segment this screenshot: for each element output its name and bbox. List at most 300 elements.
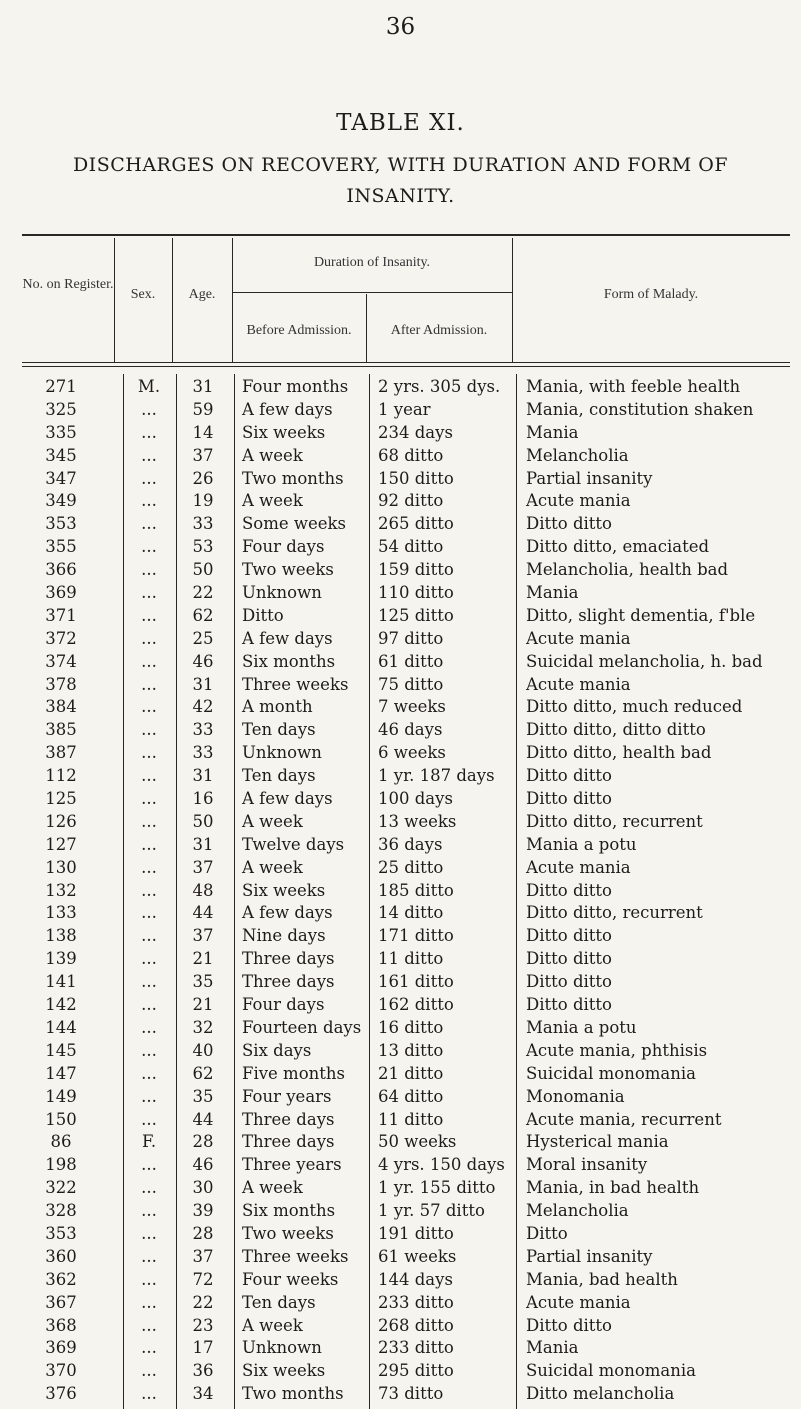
cell-register-no: 144: [45, 1017, 77, 1037]
cell-after-admission: 233 ditto: [378, 1338, 454, 1358]
cell-after-admission: 185 ditto: [378, 880, 454, 900]
cell-sex: ...: [141, 674, 157, 694]
cell-age: 26: [192, 468, 214, 488]
table-row: [22, 1383, 790, 1406]
cell-register-no: 141: [45, 972, 77, 992]
table-row: [22, 1109, 790, 1132]
cell-age: 16: [192, 789, 214, 809]
cell-after-admission: 234 days: [378, 422, 453, 442]
table-title: TABLE XI.: [336, 110, 465, 136]
cell-sex: ...: [141, 1269, 157, 1289]
cell-form-of-malady: Acute mania: [526, 1292, 631, 1312]
cell-sex: F.: [141, 1132, 157, 1152]
cell-before-admission: A week: [242, 445, 303, 465]
cell-age: 40: [192, 1040, 214, 1060]
cell-before-admission: Four days: [242, 537, 325, 557]
cell-age: 31: [192, 834, 214, 854]
cell-before-admission: Two months: [242, 468, 344, 488]
cell-age: 37: [192, 1246, 214, 1266]
cell-after-admission: 73 ditto: [378, 1384, 444, 1404]
header-before-admission: Before Admission.: [246, 323, 352, 338]
cell-register-no: 360: [45, 1246, 77, 1266]
cell-after-admission: 46 days: [378, 720, 443, 740]
cell-before-admission: Six days: [242, 1040, 312, 1060]
cell-before-admission: Five months: [242, 1063, 345, 1083]
cell-age: 62: [192, 605, 214, 625]
cell-before-admission: Four months: [242, 377, 349, 396]
cell-age: 39: [192, 1201, 214, 1221]
cell-before-admission: Nine days: [242, 926, 326, 946]
cell-age: 21: [192, 949, 214, 969]
cell-before-admission: Six weeks: [242, 880, 326, 900]
cell-after-admission: 1 yr. 57 ditto: [378, 1201, 485, 1221]
cell-after-admission: 61 weeks: [378, 1246, 457, 1266]
cell-after-admission: 25 ditto: [378, 857, 444, 877]
cell-sex: ...: [141, 422, 157, 442]
cell-before-admission: Four years: [242, 1086, 332, 1106]
cell-form-of-malady: Ditto ditto, emaciated: [526, 537, 710, 557]
cell-register-no: 376: [45, 1384, 77, 1404]
table-row: [22, 811, 790, 834]
cell-sex: ...: [141, 972, 157, 992]
table-row: [22, 696, 790, 719]
cell-form-of-malady: Melancholia, health bad: [526, 560, 729, 580]
cell-after-admission: 97 ditto: [378, 628, 444, 648]
table-row: [22, 742, 790, 765]
header-age: Age.: [188, 287, 216, 302]
cell-register-no: 127: [45, 834, 77, 854]
cell-sex: ...: [141, 834, 157, 854]
cell-age: 19: [192, 491, 214, 511]
cell-after-admission: 13 weeks: [378, 811, 457, 831]
cell-register-no: 142: [45, 995, 77, 1015]
cell-before-admission: Three days: [242, 1132, 335, 1152]
cell-age: 72: [192, 1269, 214, 1289]
cell-form-of-malady: Mania, constitution shaken: [526, 399, 754, 419]
cell-age: 50: [192, 560, 214, 580]
cell-after-admission: 75 ditto: [378, 674, 444, 694]
cell-register-no: 139: [45, 949, 77, 969]
cell-form-of-malady: Ditto ditto: [526, 514, 612, 534]
cell-before-admission: Three days: [242, 1109, 335, 1129]
cell-form-of-malady: Ditto ditto, much reduced: [526, 697, 743, 717]
cell-form-of-malady: Suicidal melancholia, h. bad: [526, 651, 763, 671]
cell-before-admission: Fourteen days: [242, 1017, 362, 1037]
cell-before-admission: Three weeks: [242, 674, 349, 694]
cell-age: 50: [192, 811, 214, 831]
cell-age: 30: [192, 1178, 214, 1198]
table-row: [22, 719, 790, 742]
cell-before-admission: Six months: [242, 1201, 336, 1221]
cell-form-of-malady: Partial insanity: [526, 1246, 653, 1266]
cell-after-admission: 7 weeks: [378, 697, 446, 717]
cell-after-admission: 68 ditto: [378, 445, 444, 465]
table-row: [22, 1131, 790, 1154]
cell-register-no: 369: [45, 583, 77, 603]
cell-before-admission: Unknown: [242, 583, 322, 603]
cell-after-admission: 1 yr. 187 days: [378, 766, 495, 786]
cell-before-admission: Six weeks: [242, 1361, 326, 1381]
table-row: [22, 605, 790, 628]
cell-sex: ...: [141, 1223, 157, 1243]
cell-register-no: 355: [45, 537, 77, 557]
cell-register-no: 138: [45, 926, 77, 946]
cell-register-no: 353: [45, 1223, 77, 1243]
cell-age: 23: [192, 1315, 214, 1335]
cell-sex: ...: [141, 926, 157, 946]
cell-after-admission: 1 year: [378, 399, 431, 419]
cell-form-of-malady: Acute mania: [526, 674, 631, 694]
cell-form-of-malady: Mania, in bad health: [526, 1178, 700, 1198]
cell-register-no: 378: [45, 674, 77, 694]
cell-form-of-malady: Acute mania, phthisis: [526, 1040, 708, 1060]
table-row: [22, 788, 790, 811]
cell-form-of-malady: Ditto, slight dementia, f'ble: [526, 605, 756, 625]
cell-sex: ...: [141, 605, 157, 625]
cell-age: 28: [192, 1132, 214, 1152]
cell-age: 25: [192, 628, 214, 648]
table-row: [22, 1063, 790, 1086]
cell-form-of-malady: Mania: [526, 583, 579, 603]
cell-sex: ...: [141, 1086, 157, 1106]
cell-form-of-malady: Ditto ditto: [526, 1315, 612, 1335]
cell-age: 22: [192, 1292, 214, 1312]
cell-form-of-malady: Suicidal monomania: [526, 1063, 697, 1083]
cell-form-of-malady: Ditto ditto: [526, 972, 612, 992]
cell-before-admission: A week: [242, 491, 303, 511]
cell-register-no: 126: [45, 811, 77, 831]
cell-after-admission: 61 ditto: [378, 651, 444, 671]
cell-age: 48: [192, 880, 214, 900]
table-row: [22, 1315, 790, 1338]
table-row: [22, 948, 790, 971]
cell-after-admission: 6 weeks: [378, 743, 446, 763]
cell-before-admission: Two months: [242, 1384, 344, 1404]
cell-sex: ...: [141, 1063, 157, 1083]
header-register: No. on Register.: [22, 277, 114, 292]
cell-age: 37: [192, 857, 214, 877]
cell-form-of-malady: Monomania: [526, 1086, 625, 1106]
cell-sex: ...: [141, 697, 157, 717]
cell-age: 44: [192, 903, 214, 923]
table-row: [22, 902, 790, 925]
cell-register-no: 369: [45, 1338, 77, 1358]
cell-after-admission: 265 ditto: [378, 514, 454, 534]
cell-sex: ...: [141, 1040, 157, 1060]
cell-register-no: 349: [45, 491, 77, 511]
cell-form-of-malady: Ditto ditto: [526, 766, 612, 786]
table-row: [22, 1223, 790, 1246]
cell-register-no: 132: [45, 880, 77, 900]
cell-form-of-malady: Acute mania, recurrent: [526, 1109, 722, 1129]
cell-form-of-malady: Partial insanity: [526, 468, 653, 488]
cell-form-of-malady: Ditto ditto: [526, 880, 612, 900]
cell-form-of-malady: Mania a potu: [526, 834, 637, 854]
table-row: [22, 765, 790, 788]
cell-form-of-malady: Ditto ditto: [526, 949, 612, 969]
cell-before-admission: A month: [242, 697, 313, 717]
cell-register-no: 271: [45, 377, 77, 396]
cell-register-no: 149: [45, 1086, 77, 1106]
cell-form-of-malady: Mania: [526, 422, 579, 442]
cell-after-admission: 21 ditto: [378, 1063, 444, 1083]
cell-age: 37: [192, 926, 214, 946]
cell-form-of-malady: Mania: [526, 1338, 579, 1358]
table-subtitle: DISCHARGES ON RECOVERY, WITH DURATION AND FORM OF INSANITY.: [72, 154, 729, 207]
cell-before-admission: Ditto: [242, 605, 284, 625]
header-after-admission: After Admission.: [390, 323, 488, 338]
cell-sex: ...: [141, 1201, 157, 1221]
cell-age: 53: [192, 537, 214, 557]
cell-after-admission: 92 ditto: [378, 491, 444, 511]
cell-age: 62: [192, 1063, 214, 1083]
cell-register-no: 367: [45, 1292, 77, 1312]
cell-register-no: 371: [45, 605, 77, 625]
cell-form-of-malady: Acute mania: [526, 857, 631, 877]
cell-before-admission: A few days: [242, 628, 333, 648]
table-row: [22, 1337, 790, 1360]
cell-before-admission: A few days: [242, 789, 333, 809]
cell-before-admission: Some weeks: [242, 514, 347, 534]
cell-age: 31: [192, 674, 214, 694]
cell-register-no: 335: [45, 422, 77, 442]
cell-age: 28: [192, 1223, 214, 1243]
cell-sex: ...: [141, 514, 157, 534]
cell-register-no: 322: [45, 1178, 77, 1198]
cell-age: 17: [192, 1338, 214, 1358]
cell-before-admission: Ten days: [242, 766, 316, 786]
cell-after-admission: 162 ditto: [378, 995, 454, 1015]
header-double-rule: [22, 362, 790, 367]
cell-age: 44: [192, 1109, 214, 1129]
cell-register-no: 147: [45, 1063, 77, 1083]
cell-sex: ...: [141, 1017, 157, 1037]
cell-after-admission: 14 ditto: [378, 903, 444, 923]
cell-sex: ...: [141, 468, 157, 488]
cell-age: 33: [192, 743, 214, 763]
cell-after-admission: 13 ditto: [378, 1040, 444, 1060]
cell-form-of-malady: Ditto ditto: [526, 926, 612, 946]
cell-before-admission: Three days: [242, 949, 335, 969]
cell-form-of-malady: Ditto melancholia: [526, 1384, 675, 1404]
cell-before-admission: Two weeks: [242, 1223, 334, 1243]
cell-sex: ...: [141, 720, 157, 740]
cell-age: 22: [192, 583, 214, 603]
cell-sex: ...: [141, 491, 157, 511]
table-row: [22, 1154, 790, 1177]
cell-sex: ...: [141, 903, 157, 923]
cell-before-admission: Unknown: [242, 743, 322, 763]
cell-form-of-malady: Melancholia: [526, 445, 629, 465]
cell-before-admission: Ten days: [242, 720, 316, 740]
cell-form-of-malady: Suicidal monomania: [526, 1361, 697, 1381]
cell-sex: ...: [141, 1338, 157, 1358]
cell-sex: ...: [141, 1292, 157, 1312]
cell-form-of-malady: Ditto ditto: [526, 995, 612, 1015]
cell-register-no: 347: [45, 468, 77, 488]
cell-sex: ...: [141, 628, 157, 648]
cell-sex: ...: [141, 766, 157, 786]
table-row: [22, 857, 790, 880]
table-row: [22, 536, 790, 559]
table-row: [22, 376, 790, 399]
table-row: [22, 1246, 790, 1269]
cell-form-of-malady: Mania a potu: [526, 1017, 637, 1037]
cell-sex: ...: [141, 445, 157, 465]
table-top-rule: [22, 234, 790, 236]
cell-form-of-malady: Acute mania: [526, 628, 631, 648]
cell-age: 46: [192, 1155, 214, 1175]
cell-after-admission: 144 days: [378, 1269, 453, 1289]
cell-form-of-malady: Moral insanity: [526, 1155, 648, 1175]
cell-before-admission: A week: [242, 1178, 303, 1198]
cell-age: 35: [192, 972, 214, 992]
cell-after-admission: 171 ditto: [378, 926, 454, 946]
cell-after-admission: 64 ditto: [378, 1086, 444, 1106]
table-row: [22, 468, 790, 491]
cell-form-of-malady: Ditto ditto, recurrent: [526, 903, 703, 923]
cell-after-admission: 11 ditto: [378, 949, 444, 969]
cell-register-no: 387: [45, 743, 77, 763]
cell-sex: ...: [141, 560, 157, 580]
table-row: [22, 1292, 790, 1315]
cell-register-no: 368: [45, 1315, 77, 1335]
table-row: [22, 1017, 790, 1040]
cell-after-admission: 50 weeks: [378, 1132, 457, 1152]
cell-age: 36: [192, 1361, 214, 1381]
cell-register-no: 366: [45, 560, 77, 580]
cell-before-admission: Two weeks: [242, 560, 334, 580]
table-row: [22, 880, 790, 903]
cell-after-admission: 161 ditto: [378, 972, 454, 992]
cell-age: 59: [192, 399, 214, 419]
table-row: [22, 651, 790, 674]
cell-before-admission: A week: [242, 811, 303, 831]
cell-form-of-malady: Ditto ditto, health bad: [526, 743, 712, 763]
cell-after-admission: 36 days: [378, 834, 443, 854]
cell-form-of-malady: Hysterical mania: [526, 1132, 669, 1152]
cell-before-admission: Four weeks: [242, 1269, 339, 1289]
cell-after-admission: 233 ditto: [378, 1292, 454, 1312]
cell-before-admission: Three days: [242, 972, 335, 992]
cell-age: 21: [192, 995, 214, 1015]
cell-sex: ...: [141, 1178, 157, 1198]
table-row: [22, 1040, 790, 1063]
table-row: [22, 1086, 790, 1109]
cell-sex: ...: [141, 1384, 157, 1404]
cell-after-admission: 2 yrs. 305 dys.: [378, 377, 501, 396]
cell-before-admission: Three years: [242, 1155, 342, 1175]
cell-sex: ...: [141, 583, 157, 603]
cell-before-admission: Six weeks: [242, 422, 326, 442]
cell-register-no: 86: [50, 1132, 72, 1152]
cell-register-no: 345: [45, 445, 77, 465]
cell-sex: ...: [141, 1246, 157, 1266]
cell-before-admission: A week: [242, 1315, 303, 1335]
table-row: [22, 422, 790, 445]
table-row: [22, 1177, 790, 1200]
cell-before-admission: A few days: [242, 399, 333, 419]
cell-before-admission: Twelve days: [242, 834, 345, 854]
cell-age: 33: [192, 720, 214, 740]
table-row: [22, 399, 790, 422]
cell-before-admission: Six months: [242, 651, 336, 671]
cell-after-admission: 268 ditto: [378, 1315, 454, 1335]
cell-register-no: 353: [45, 514, 77, 534]
table-row: [22, 994, 790, 1017]
duration-sub-rule: [232, 292, 512, 293]
cell-register-no: 125: [45, 789, 77, 809]
cell-register-no: 198: [45, 1155, 77, 1175]
cell-register-no: 130: [45, 857, 77, 877]
cell-sex: ...: [141, 1155, 157, 1175]
cell-form-of-malady: Ditto ditto, ditto ditto: [526, 720, 706, 740]
cell-after-admission: 100 days: [378, 789, 453, 809]
table-row: [22, 628, 790, 651]
cell-form-of-malady: Mania, bad health: [526, 1269, 678, 1289]
table-row: [22, 1200, 790, 1223]
cell-before-admission: A week: [242, 857, 303, 877]
cell-age: 37: [192, 445, 214, 465]
table-row: [22, 559, 790, 582]
cell-register-no: 362: [45, 1269, 77, 1289]
table-row: [22, 1269, 790, 1292]
cell-before-admission: Unknown: [242, 1338, 322, 1358]
cell-after-admission: 1 yr. 155 ditto: [378, 1178, 496, 1198]
page-number: 36: [385, 14, 416, 40]
cell-sex: ...: [141, 880, 157, 900]
cell-before-admission: A few days: [242, 903, 333, 923]
header-duration: Duration of Insanity.: [313, 255, 431, 270]
cell-sex: ...: [141, 949, 157, 969]
table-row: [22, 925, 790, 948]
cell-age: 46: [192, 651, 214, 671]
table-row: [22, 834, 790, 857]
cell-sex: ...: [141, 811, 157, 831]
cell-age: 33: [192, 514, 214, 534]
cell-age: 32: [192, 1017, 214, 1037]
table-row: [22, 513, 790, 536]
cell-sex: ...: [141, 1315, 157, 1335]
cell-register-no: 328: [45, 1201, 77, 1221]
cell-age: 42: [192, 697, 214, 717]
cell-after-admission: 54 ditto: [378, 537, 444, 557]
cell-after-admission: 150 ditto: [378, 468, 454, 488]
cell-register-no: 325: [45, 399, 77, 419]
cell-register-no: 385: [45, 720, 77, 740]
cell-sex: ...: [141, 857, 157, 877]
cell-before-admission: Ten days: [242, 1292, 316, 1312]
cell-register-no: 370: [45, 1361, 77, 1381]
cell-after-admission: 4 yrs. 150 days: [378, 1155, 505, 1175]
cell-register-no: 374: [45, 651, 77, 671]
cell-after-admission: 295 ditto: [378, 1361, 454, 1381]
cell-age: 31: [192, 377, 214, 396]
cell-sex: ...: [141, 399, 157, 419]
cell-before-admission: Four days: [242, 995, 325, 1015]
cell-sex: ...: [141, 651, 157, 671]
cell-age: 34: [192, 1384, 214, 1404]
cell-sex: ...: [141, 995, 157, 1015]
cell-register-no: 133: [45, 903, 77, 923]
cell-form-of-malady: Ditto ditto, recurrent: [526, 811, 703, 831]
cell-after-admission: 125 ditto: [378, 605, 454, 625]
cell-form-of-malady: Mania, with feeble health: [526, 377, 741, 396]
cell-after-admission: 11 ditto: [378, 1109, 444, 1129]
cell-sex: ...: [141, 537, 157, 557]
cell-register-no: 384: [45, 697, 77, 717]
cell-sex: ...: [141, 1361, 157, 1381]
